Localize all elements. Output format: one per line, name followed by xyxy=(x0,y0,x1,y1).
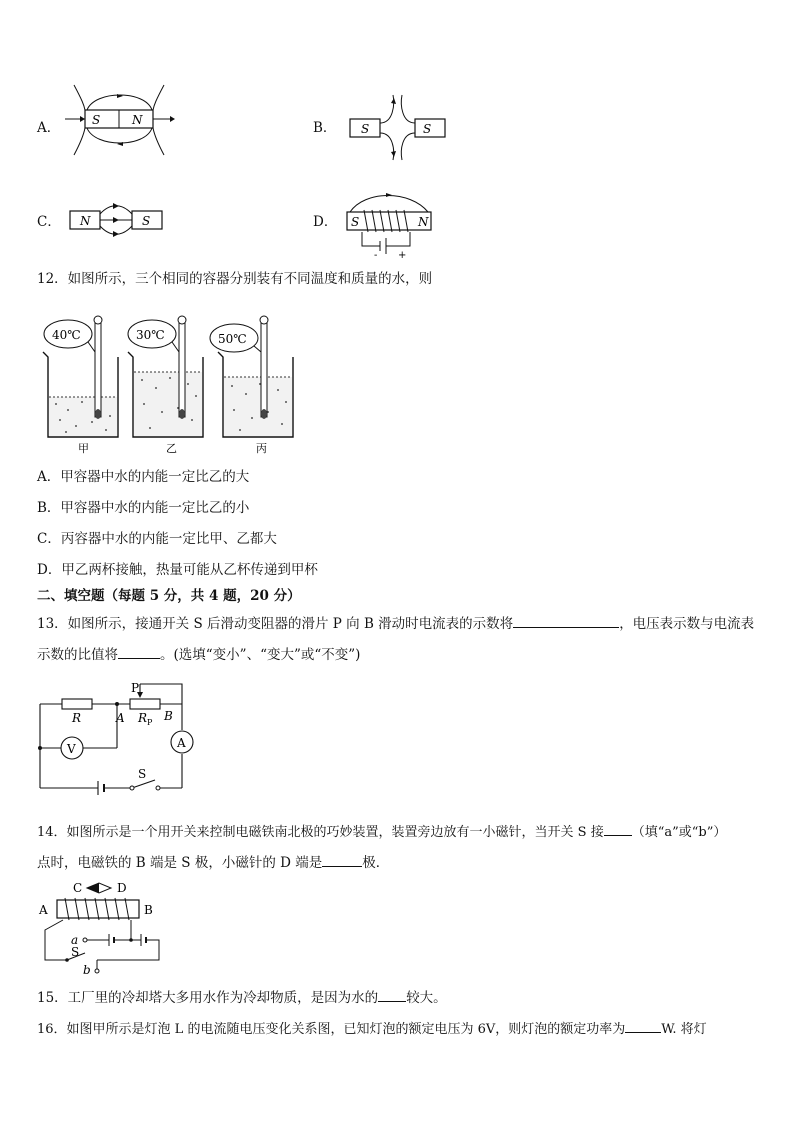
q15-blank xyxy=(378,987,406,1002)
svg-text:D: D xyxy=(117,881,127,895)
svg-text:B: B xyxy=(164,709,173,723)
q12-option-c: C．丙容器中水的内能一定比甲、乙都大 xyxy=(37,531,277,547)
q12-option-d: D．甲乙两杯接触，热量可能从乙杯传递到甲杯 xyxy=(37,562,318,578)
svg-text:C: C xyxy=(73,881,83,895)
q13-blank-1 xyxy=(513,613,619,628)
svg-text:S: S xyxy=(138,767,147,781)
svg-text:b: b xyxy=(83,963,91,977)
figure-c-magnets xyxy=(60,195,170,245)
q15-line: 15．工厂里的冷却塔大多用水作为冷却物质，是因为水的 较大。 xyxy=(37,987,447,1007)
svg-text:S: S xyxy=(351,215,360,229)
svg-text:R: R xyxy=(138,711,148,725)
svg-text:R: R xyxy=(72,711,82,725)
q16-blank xyxy=(625,1018,661,1033)
svg-text:S: S xyxy=(423,122,432,136)
q14-line1: 14．如图所示是一个用开关来控制电磁铁南北极的巧妙装置，装置旁边放有一小磁针，当开关 S 接 （填“a”或“b”） xyxy=(37,821,726,842)
svg-text:-: - xyxy=(374,250,378,261)
section-title: 二、填空题（每题 5 分，共 4 题，20 分） xyxy=(37,588,301,604)
svg-text:P: P xyxy=(131,681,140,695)
q12-option-a: A．甲容器中水的内能一定比乙的大 xyxy=(37,469,250,485)
svg-text:S: S xyxy=(142,214,151,228)
option-d-label: D． xyxy=(313,214,338,230)
beaker-bing xyxy=(210,316,293,455)
q14-blank-2 xyxy=(322,852,362,867)
svg-text:A: A xyxy=(177,736,186,750)
beaker-yi xyxy=(128,316,203,455)
q12-stem: 12．如图所示，三个相同的容器分别装有不同温度和质量的水，则 xyxy=(37,271,433,287)
svg-text:S: S xyxy=(71,945,80,959)
q13-line2: 示数的比值将 。(选填“变小”、“变大”或“不变”) xyxy=(37,644,360,664)
svg-text:P: P xyxy=(147,718,153,727)
svg-text:30℃: 30℃ xyxy=(136,328,165,342)
q14-line2: 点时，电磁铁的 B 端是 S 极，小磁针的 D 端是 极． xyxy=(37,852,389,872)
figure-d-electromagnet xyxy=(340,188,440,260)
figure-b-magnets xyxy=(345,95,445,165)
svg-text:N: N xyxy=(80,214,91,228)
q14-electromagnet-figure xyxy=(37,880,172,975)
beaker-jia xyxy=(43,316,118,455)
svg-text:A: A xyxy=(39,903,48,917)
q13-line1: 13．如图所示，接通开关 S 后滑动变阻器的滑片 P 向 B 滑动时电流表的示数将 ，电压表示数与电流表 xyxy=(37,613,754,633)
svg-text:N: N xyxy=(418,215,429,229)
figure-a-bar-magnet xyxy=(60,85,180,165)
q14-blank-1 xyxy=(604,821,632,836)
svg-text:a: a xyxy=(71,933,79,947)
svg-text:50℃: 50℃ xyxy=(218,332,247,346)
q12-option-b: B．甲容器中水的内能一定比乙的小 xyxy=(37,500,250,516)
option-c-label: C． xyxy=(37,214,61,230)
q12-beakers-figure xyxy=(38,312,308,457)
svg-text:乙: 乙 xyxy=(166,442,177,455)
svg-text:甲: 甲 xyxy=(78,442,89,455)
option-b-label: B． xyxy=(313,120,337,136)
svg-text:+: + xyxy=(398,250,407,261)
q16-line: 16．如图甲所示是灯泡 L 的电流随电压变化关系图，已知灯泡的额定电压为 6V，则灯泡的额定功率为 W. 将灯 xyxy=(37,1018,707,1039)
option-a-label: A． xyxy=(37,120,61,136)
svg-text:B: B xyxy=(144,903,153,917)
pole-n: N xyxy=(132,113,143,127)
q13-circuit-figure xyxy=(40,680,190,800)
svg-text:A: A xyxy=(116,711,125,725)
q13-blank-2 xyxy=(118,644,160,659)
pole-s: S xyxy=(92,113,101,127)
svg-text:S: S xyxy=(361,122,370,136)
svg-text:V: V xyxy=(67,742,76,756)
svg-text:40℃: 40℃ xyxy=(52,328,81,342)
svg-text:丙: 丙 xyxy=(256,442,267,455)
